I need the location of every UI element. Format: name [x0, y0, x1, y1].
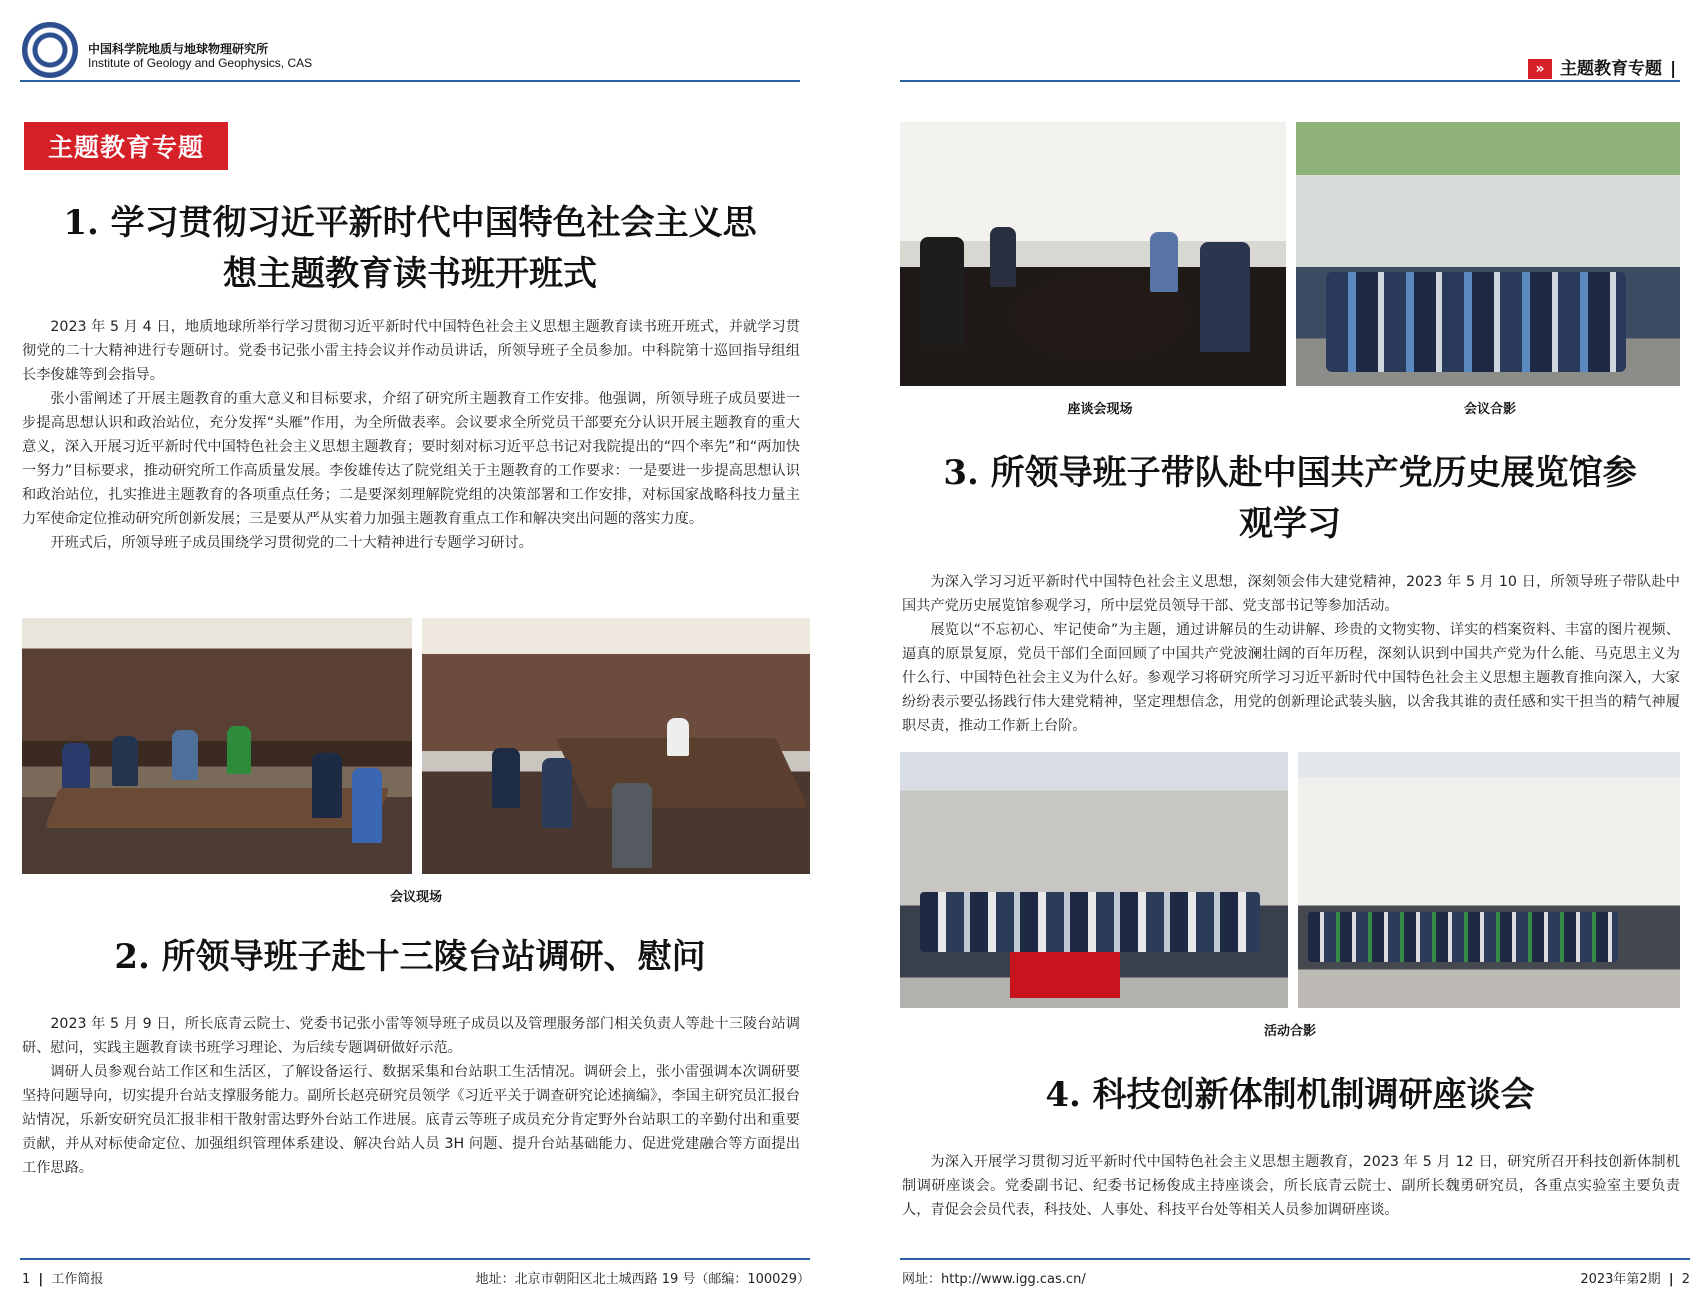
section-label: » 主题教育专题 |: [1528, 54, 1676, 79]
exhibition-hall-photo-left: [900, 752, 1288, 1008]
article1-title-line2: 想主题教育读书班开班式: [223, 254, 597, 294]
page-number: 1: [22, 1272, 31, 1287]
article2-paragraph: 调研人员参观台站工作区和生活区，了解设备运行、数据采集和台站职工生活情况。调研会上，张小雷强调本次调研要坚持问题导向，切实提升台站支撑服务能力。副所长赵亮研究员领学《习近平关于调查研究论述摘编》，李国主研究员汇报台站情况，乐新安研究员汇报非相干散射雷达野外台站工作进展。底青云等班子成员充分肯定野外台站职工的辛勤付出和重要贡献，并从对标使命定位、加强组织管理体系建设、解决台站人员 3H 问题、提升台站基础能力、促进党建融合等方面提出工作思路。: [22, 1064, 800, 1176]
article1-paragraph: 开班式后，所领导班子成员围绕学习贯彻党的二十大精神进行专题学习研讨。: [50, 535, 533, 551]
footer-left-page: 1 | 工作简报: [22, 1272, 104, 1287]
section-badge: 主题教育专题: [24, 122, 228, 170]
footer-rule: [900, 1258, 1690, 1260]
article1-body: [22, 315, 800, 555]
article4-paragraph: 为深入开展学习贯彻习近平新时代中国特色社会主义思想主题教育，2023 年 5 月 12 日，研究所召开科技创新体制机制调研座谈会。党委副书记、纪委书记杨俊成主持座谈会，所长底青云院士、副所长魏勇研究员，各重点实验室主要负责人，青促会会员代表，科技处、人事处、科技平台处等相关人员参加调研座谈。: [902, 1154, 1680, 1218]
header-rule: [900, 80, 1680, 82]
photo-caption-event: 活动合影: [1263, 1024, 1316, 1039]
symposium-photo: [900, 122, 1286, 386]
footer-right-page: 2023年第2期 | 2: [1580, 1272, 1690, 1287]
article2-body: [22, 1012, 800, 1180]
article2-title: 2. 所领导班子赴十三陵台站调研、慰问: [114, 937, 706, 977]
article1-paragraph: 2023 年 5 月 4 日，地质地球所举行学习贯彻习近平新时代中国特色社会主义思想主题教育读书班开班式，并就学习贯彻党的二十大精神进行专题研讨。党委书记张小雷主持会议并作动员讲话，所领导班子全员参加。中科院第十巡回指导组组长李俊雄等到会指导。: [22, 319, 800, 383]
double-chevron-right-icon: »: [1528, 59, 1552, 79]
right-page: [880, 0, 1700, 1300]
article3-title-line1: 3. 所领导班子带队赴中国共产党历史展览馆参: [943, 453, 1637, 493]
article3-body: [902, 570, 1680, 738]
article3-paragraph: 展览以“不忘初心、牢记使命”为主题，通过讲解员的生动讲解、珍贵的文物实物、详实的档案资料、丰富的图片视频、逼真的原景复原，党员干部们全面回顾了中国共产党波澜壮阔的百年历程，深刻认识到中国共产党为什么能、马克思主义为什么行、中国特色社会主义为什么好。参观学习将研究所学习习近平新时代中国特色社会主义思想主题教育推向深入，大家纷纷表示要弘扬践行伟大建党精神，坚定理想信念，用党的创新理论武装头脑，以舍我其谁的责任感和实干担当的精气神履职尽责，推动工作新上台阶。: [902, 622, 1680, 734]
left-page: [0, 0, 820, 1300]
article4-title: 4. 科技创新体制机制调研座谈会: [1045, 1075, 1535, 1115]
meeting-photo-right: [422, 618, 810, 874]
article1-title: [20, 198, 800, 300]
photo-caption-symposium: 座谈会现场: [1067, 402, 1133, 417]
institute-name-cn: 中国科学院地质与地球物理研究所: [88, 42, 269, 56]
footer-rule: [20, 1258, 810, 1260]
article1-caption: 会议现场: [389, 890, 442, 905]
header-rule: [20, 80, 800, 82]
institute-logo-icon: [22, 22, 78, 78]
footer-address: 地址：北京市朝阳区北土城西路 19 号（邮编：100029）: [475, 1272, 810, 1287]
article2-paragraph: 2023 年 5 月 9 日，所长底青云院士、党委书记张小雷等领导班子成员以及管理服务部门相关负责人等赴十三陵台站调研、慰问，实践主题教育读书班学习理论、为后续专题调研做好示范。: [22, 1016, 800, 1056]
article3-paragraph: 为深入学习习近平新时代中国特色社会主义思想，深刻领会伟大建党精神，2023 年 5 月 10 日，所领导班子带队赴中国共产党历史展览馆参观学习，所中层党员领导干部、党支部书记等参加活动。: [902, 574, 1680, 614]
group-photo-meeting: [1296, 122, 1680, 386]
footer-website: 网址：http://www.igg.cas.cn/: [902, 1272, 1086, 1287]
article4-body: [902, 1150, 1680, 1222]
publication-name: 工作简报: [51, 1272, 104, 1287]
page-number: 2: [1681, 1272, 1690, 1287]
issue-label: 2023年第2期: [1580, 1272, 1661, 1287]
exhibition-hall-photo-right: [1298, 752, 1680, 1008]
article3-title-line2: 观学习: [1239, 504, 1341, 544]
article1-title-line1: 1. 学习贯彻习近平新时代中国特色社会主义思: [63, 203, 757, 243]
photo-caption-group: 会议合影: [1463, 402, 1516, 417]
institute-name-en: Institute of Geology and Geophysics, CAS: [88, 56, 313, 70]
article3-title: [900, 448, 1680, 550]
meeting-photo-left: [22, 618, 412, 874]
article1-paragraph: 张小雷阐述了开展主题教育的重大意义和目标要求，介绍了研究所主题教育工作安排。他强调，所领导班子成员要进一步提高思想认识和政治站位，充分发挥“头雁”作用，为全所做表率。会议要求全所党员干部要充分认识开展主题教育的重大意义，深入开展习近平新时代中国特色社会主义思想主题教育；要时刻对标习近平总书记对我院提出的“四个率先”和“两加快一努力”目标要求，推动研究所工作高质量发展。李俊雄传达了院党组关于主题教育的工作要求：一是要进一步提高思想认识和政治站位，扎实推进主题教育的各项重点任务；二是要深刻理解院党组的决策部署和工作安排，对标国家战略科技力量主力军使命定位推动研究所创新发展；三是要从严从实着力加强主题教育重点工作和解决突出问题的落实力度。: [22, 391, 800, 527]
